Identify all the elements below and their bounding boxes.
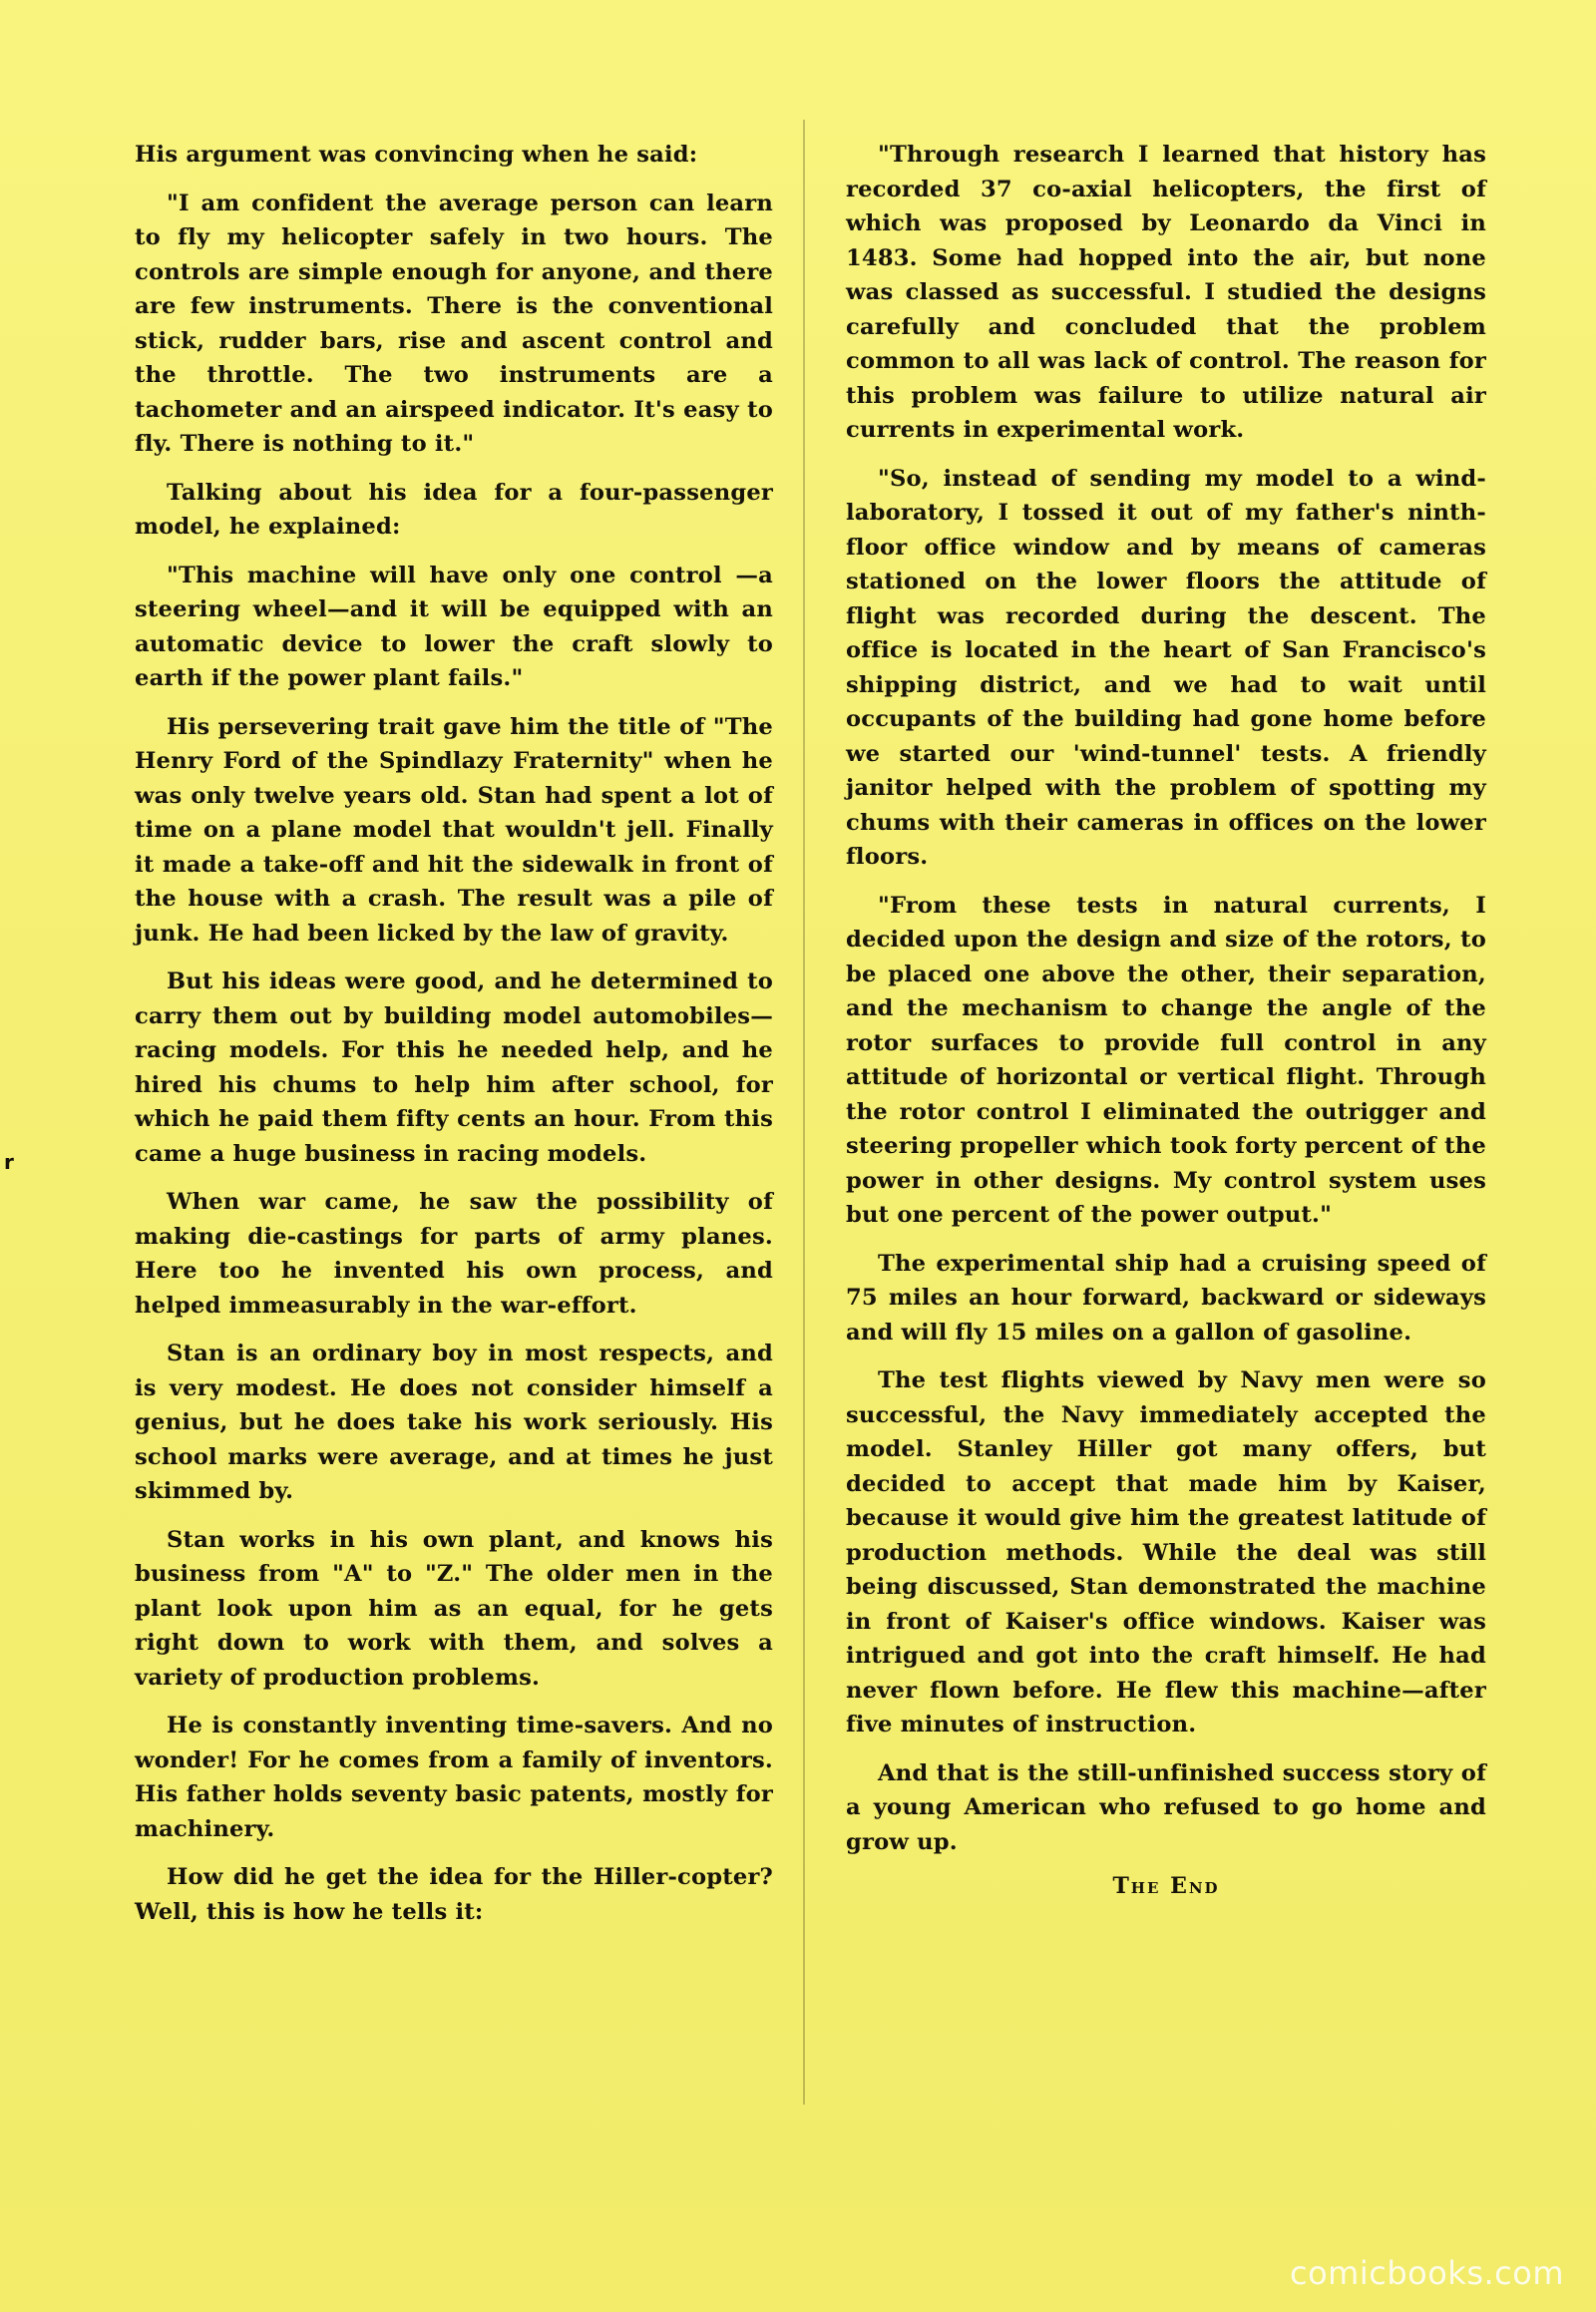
- paragraph: Stan is an ordinary boy in most respects, and is very modest. He does not consider himself a genius, but he does take his work seriously. His school marks were average, and at times he just skimmed by.: [135, 1341, 773, 1504]
- paragraph: "From these tests in natural currents, I decided upon the design and size of the rotors, to be placed one above the other, their separation, and the mechanism to change the angle of the rotor surfaces to provide full control in any attitude of horizontal or vertical flight. Through the rotor control I eliminated the outrigger and steering propeller which took forty percent of the power in other designs. My control system uses but one percent of the power output.": [846, 892, 1486, 1228]
- paragraph: His argument was convincing when he said:: [135, 142, 698, 168]
- watermark: comicbooks.com: [1289, 2254, 1564, 2292]
- paragraph: The experimental ship had a cruising speed of 75 miles an hour forward, backward or sideways and will fly 15 miles on a gallon of gasoline.: [846, 1250, 1486, 1346]
- paragraph: His persevering trait gave him the title of "The Henry Ford of the Spindlazy Fraternity" when he was only twelve years old. Stan had spent a lot of time on a plane model that wouldn't jell. Finally it made a take-off and hit the sidewalk in front of the house with a crash. The result was a pile of junk. He had been licked by the law of gravity.: [135, 713, 773, 947]
- paragraph: And that is the still-unfinished success story of a young American who refused to go home and grow up.: [846, 1759, 1486, 1855]
- paragraph: He is constantly inventing time-savers. And no wonder! For he comes from a family of inventors. His father holds seventy basic patents, mostly for machinery.: [135, 1713, 773, 1842]
- paragraph: "Through research I learned that history has recorded 37 co-axial helicopters, the first of which was proposed by Leonardo da Vinci in 1483. Some had hopped into the air, but none was classed as successful. I studied the designs carefully and concluded that the problem common to all was lack of control. The reason for this problem was failure to utilize natural air currents in experimental work.: [846, 142, 1486, 443]
- paragraph: How did he get the idea for the Hiller-copter? Well, this is how he tells it:: [135, 1864, 773, 1925]
- column-divider: [803, 120, 805, 2105]
- paragraph: "So, instead of sending my model to a wind-laboratory, I tossed it out of my father's ninth-floor office window and by means of cameras stationed on the lower floors the attitude of flight was recorded during the descent. The office is located in the heart of San Francisco's shipping district, and we had to wait until occupants of the building had gone home before we started our 'wind-tunnel' tests. A friendly janitor helped with the problem of spotting my chums with their cameras in offices on the lower floors.: [846, 465, 1486, 870]
- paragraph: "I am confident the average person can learn to fly my helicopter safely in two hours. The controls are simple enough for anyone, and there are few instruments. There is the conventional stick, rudder bars, rise and ascent control and the throttle. The two instruments are a tachometer and an airspeed indicator. It's easy to fly. There is nothing to it.": [135, 190, 773, 457]
- paragraph: Stan works in his own plant, and knows his business from "A" to "Z." The older men in the plant look upon him as an equal, for he gets right down to work with them, and solves a variety of production problems.: [135, 1526, 773, 1691]
- paragraph: The test flights viewed by Navy men were so successful, the Navy immediately accepted the model. Stanley Hiller got many offers, but decided to accept that made him by Kaiser, because it would give him the greatest latitude of production methods. While the deal was still being discussed, Stan demonstrated the machine in front of Kaiser's office windows. Kaiser was intrigued and got into the craft himself. He had never flown before. He flew this machine—after five minutes of instruction.: [846, 1367, 1486, 1737]
- the-end-label: The End: [1112, 1873, 1220, 1899]
- paragraph: "This machine will have only one control —a steering wheel—and it will be equipped with an automatic device to lower the craft slowly to earth if the power plant fails.": [135, 562, 773, 691]
- left-column: [135, 138, 773, 1943]
- margin-mark: r: [4, 1150, 14, 1174]
- paragraph: But his ideas were good, and he determined to carry them out by building model automobiles—racing models. For this he needed help, and he hired his chums to help him after school, for which he paid them fifty cents an hour. From this came a huge business in racing models.: [135, 968, 773, 1167]
- right-column: [846, 138, 1486, 1899]
- paragraph: Talking about his idea for a four-passenger model, he explained:: [135, 479, 773, 540]
- paragraph: When war came, he saw the possibility of making die-castings for parts of army planes. Here too he invented his own process, and helped immeasurably in the war-effort.: [135, 1189, 773, 1319]
